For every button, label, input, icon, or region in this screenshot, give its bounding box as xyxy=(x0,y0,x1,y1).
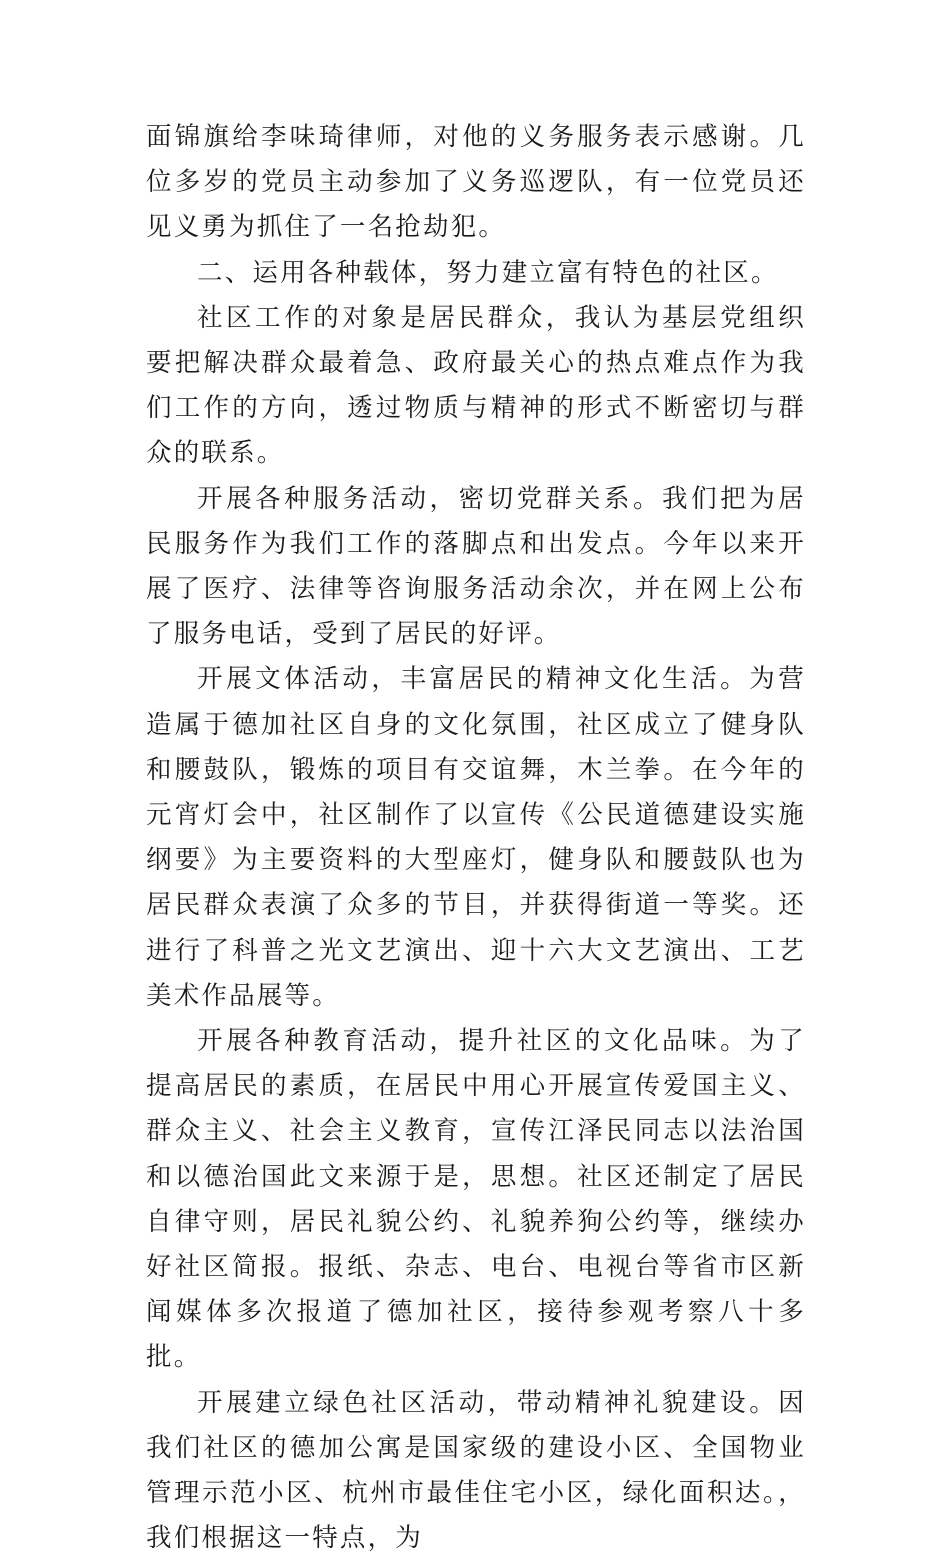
paragraph: 开展文体活动，丰富居民的精神文化生活。为营造属于德加社区自身的文化氛围，社区成立了健身队和腰鼓队，锻炼的项目有交谊舞，木兰拳。在今年的元宵灯会中，社区制作了以宣传《公民道德建设实施纲要》为主要资料的大型座灯，健身队和腰鼓队也为居民群众表演了众多的节目，并获得街道一等奖。还进行了科普之光文艺演出、迎十六大文艺演出、工艺美术作品展等。 xyxy=(146,664,806,1011)
document-body xyxy=(146,115,806,1562)
paragraph-continuation: 面锦旗给李味琦律师，对他的义务服务表示感谢。几位多岁的党员主动参加了义务巡逻队，有一位党员还见义勇为抓住了一名抢劫犯。 xyxy=(146,122,806,243)
paragraph: 开展各种教育活动，提升社区的文化品味。为了提高居民的素质，在居民中用心开展宣传爱国主义、群众主义、社会主义教育，宣传江泽民同志以法治国和以德治国此文来源于是，思想。社区还制定了居民自律守则，居民礼貌公约、礼貌养狗公约等，继续办好社区简报。报纸、杂志、电台、电视台等省市区新闻媒体多次报道了德加社区，接待参观考察八十多批。 xyxy=(146,1026,806,1373)
paragraph: 开展建立绿色社区活动，带动精神礼貌建设。因我们社区的德加公寓是国家级的建设小区、全国物业管理示范小区、杭州市最佳住宅小区，绿化面积达。，我们根据这一特点，为 xyxy=(146,1387,806,1554)
paragraph: 开展各种服务活动，密切党群关系。我们把为居民服务作为我们工作的落脚点和出发点。今年以来开展了医疗、法律等咨询服务活动余次，并在网上公布了服务电话，受到了居民的好评。 xyxy=(146,483,806,650)
paragraph: 社区工作的对象是居民群众，我认为基层党组织要把解决群众最着急、政府最关心的热点难点作为我们工作的方向，透过物质与精神的形式不断密切与群众的联系。 xyxy=(146,302,806,469)
section-heading: 二、运用各种载体，努力建立富有特色的社区。 xyxy=(197,257,779,288)
